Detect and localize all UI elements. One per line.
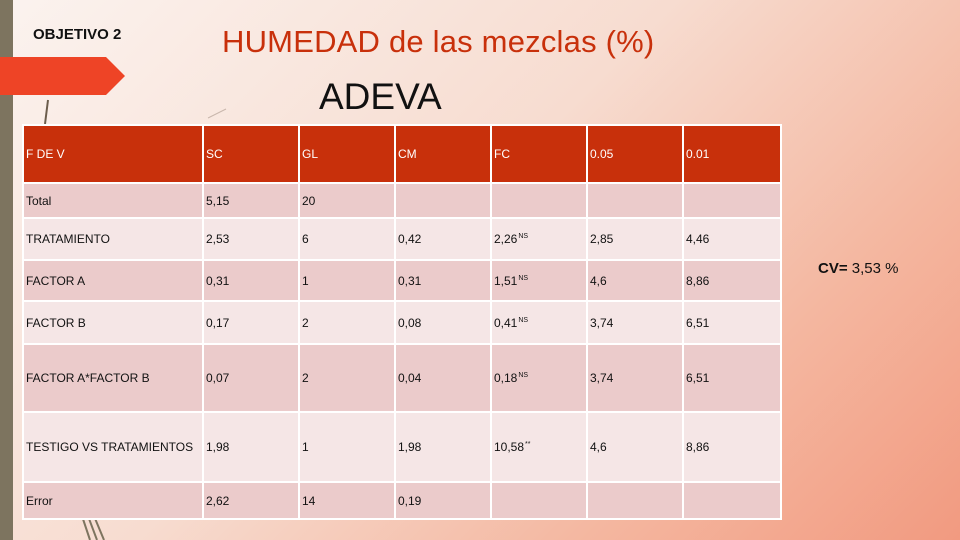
cell-sc: 1,98: [203, 412, 299, 482]
header-gl: GL: [299, 125, 395, 183]
cv-value: 3,53 %: [851, 260, 899, 277]
cv-note: [818, 260, 898, 277]
cell-p005: 2,85: [587, 218, 683, 260]
cell-fdev: FACTOR A: [23, 260, 203, 301]
cell-p005: [587, 183, 683, 218]
red-tab-shape: [0, 57, 125, 95]
cell-cm: 0,31: [395, 260, 491, 301]
header-sc: SC: [203, 125, 299, 183]
cell-cm: 0,19: [395, 482, 491, 519]
cell-sc: 0,07: [203, 344, 299, 412]
cell-sc: 5,15: [203, 183, 299, 218]
cell-fc: [491, 218, 587, 260]
header-fdev: F DE V: [23, 125, 203, 183]
cell-gl: 6: [299, 218, 395, 260]
cell-p005: 4,6: [587, 260, 683, 301]
objective-label: OBJETIVO 2: [33, 26, 122, 43]
cell-p005: 4,6: [587, 412, 683, 482]
slide-title: HUMEDAD de las mezclas (%): [222, 24, 655, 59]
cell-p001: 4,46: [683, 218, 781, 260]
cell-fc: [491, 301, 587, 344]
cell-fdev: TRATAMIENTO: [23, 218, 203, 260]
cell-cm: 0,42: [395, 218, 491, 260]
cell-fdev: Error: [23, 482, 203, 519]
table-row: [23, 344, 781, 412]
cell-gl: 1: [299, 412, 395, 482]
cell-gl: 14: [299, 482, 395, 519]
significance-mark: **: [525, 441, 531, 448]
significance-mark: NS: [518, 316, 529, 324]
fc-value: 0,41: [494, 315, 518, 330]
cell-p001: [683, 183, 781, 218]
cell-fdev: Total: [23, 183, 203, 218]
cell-p001: 6,51: [683, 301, 781, 344]
cell-fc: [491, 260, 587, 301]
cell-p005: 3,74: [587, 344, 683, 412]
cell-gl: 1: [299, 260, 395, 301]
header-cm: CM: [395, 125, 491, 183]
cv-label: CV=: [818, 260, 848, 277]
fc-value: 10,58: [494, 440, 525, 454]
cell-p001: [683, 482, 781, 519]
header-p005: 0.05: [587, 125, 683, 183]
cell-cm: [395, 183, 491, 218]
cell-gl: 2: [299, 344, 395, 412]
table-header-row: [23, 125, 781, 183]
cell-sc: 2,53: [203, 218, 299, 260]
adeva-table: [22, 124, 782, 520]
cell-fdev: TESTIGO VS TRATAMIENTOS: [23, 412, 203, 482]
cell-p001: 8,86: [683, 260, 781, 301]
significance-mark: NS: [518, 372, 529, 379]
cell-p005: [587, 482, 683, 519]
header-fc: FC: [491, 125, 587, 183]
table-row: [23, 412, 781, 482]
table-row: [23, 260, 781, 301]
fc-value: 2,26: [494, 232, 518, 246]
cell-sc: 0,31: [203, 260, 299, 301]
fc-value: 0,18: [494, 371, 518, 385]
cell-p005: 3,74: [587, 301, 683, 344]
significance-mark: NS: [518, 274, 529, 282]
cell-sc: 0,17: [203, 301, 299, 344]
cell-fdev: FACTOR B: [23, 301, 203, 344]
cell-fc: [491, 412, 587, 482]
header-p001: 0.01: [683, 125, 781, 183]
cell-gl: 2: [299, 301, 395, 344]
cell-cm: 1,98: [395, 412, 491, 482]
cell-fc: [491, 482, 587, 519]
cell-sc: 2,62: [203, 482, 299, 519]
table-row: [23, 183, 781, 218]
cell-gl: 20: [299, 183, 395, 218]
cell-fdev: FACTOR A*FACTOR B: [23, 344, 203, 412]
cell-cm: 0,04: [395, 344, 491, 412]
cell-fc: [491, 344, 587, 412]
significance-mark: NS: [518, 233, 529, 240]
table-row: [23, 301, 781, 344]
cell-cm: 0,08: [395, 301, 491, 344]
fc-value: 1,51: [494, 273, 518, 288]
cell-p001: 8,86: [683, 412, 781, 482]
cell-fc: [491, 183, 587, 218]
table-row: [23, 482, 781, 519]
cell-p001: 6,51: [683, 344, 781, 412]
table-row: [23, 218, 781, 260]
slide-subtitle: ADEVA: [319, 76, 442, 117]
